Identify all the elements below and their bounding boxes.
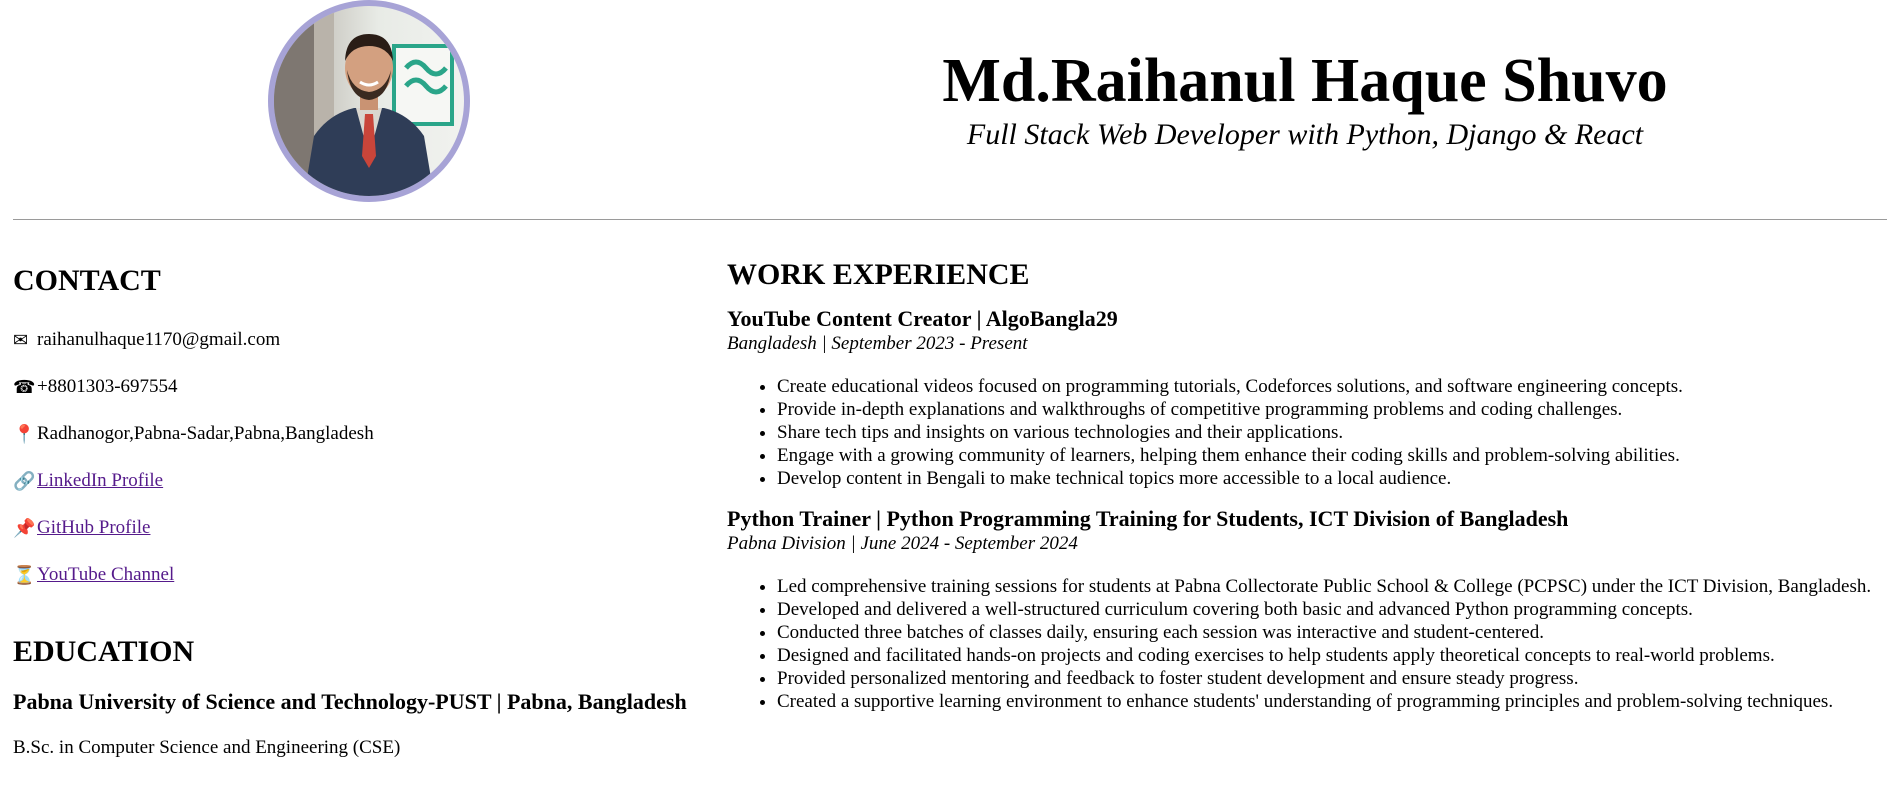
link-icon: 🔗	[13, 471, 36, 491]
contact-github	[13, 514, 713, 542]
envelope-icon: ✉	[13, 330, 29, 350]
phone-text: +8801303-697554	[37, 376, 178, 397]
list-item: • Develop content in Bengali to make technical topics more accessible to a local audience.	[777, 467, 1887, 490]
list-item: • Share tech tips and insights on various technologies and their applications.	[777, 421, 1887, 444]
profile-photo-frame	[268, 0, 470, 202]
contact-youtube	[13, 561, 713, 589]
list-item: • Created a supportive learning environment to enhance students' understanding of programming principles and problem-solving techniques.	[777, 690, 1887, 713]
job-location-dates: Bangladesh | September 2023 - Present	[727, 333, 1028, 355]
contact-list	[13, 326, 713, 589]
list-item: • Conducted three batches of classes daily, ensuring each session was interactive and student-centered.	[777, 621, 1887, 644]
job-title: Python Trainer | Python Programming Training for Students, ICT Division of Bangladesh	[727, 506, 1569, 532]
contact-email	[13, 326, 713, 354]
left-column	[13, 266, 713, 759]
email-text: raihanulhaque1170@gmail.com	[37, 329, 281, 350]
address-text: Radhanogor,Pabna-Sadar,Pabna,Bangladesh	[37, 423, 374, 444]
pushpin-icon: 📌	[13, 518, 36, 538]
list-item: • Provide in-depth explanations and walkthroughs of competitive programming problems and coding challenges.	[777, 398, 1887, 421]
job-entry	[727, 307, 1887, 490]
list-item: • Provided personalized mentoring and feedback to foster student development and ensure steady progress.	[777, 667, 1887, 690]
location-pin-icon: 📍	[13, 424, 36, 444]
work-experience-heading: WORK EXPERIENCE	[727, 258, 1030, 291]
job-location-dates: Pabna Division | June 2024 - September 2024	[727, 533, 1078, 555]
contact-phone	[13, 373, 713, 401]
phone-icon: ☎	[13, 377, 36, 397]
profile-photo	[274, 6, 464, 196]
linkedin-link[interactable]: LinkedIn Profile	[37, 470, 164, 491]
job-responsibilities	[727, 575, 1887, 713]
github-link[interactable]: GitHub Profile	[37, 517, 151, 538]
hourglass-icon: ⏳	[13, 565, 36, 585]
job-title: YouTube Content Creator | AlgoBangla29	[727, 306, 1118, 331]
contact-linkedin	[13, 467, 713, 495]
job-responsibilities	[727, 375, 1887, 490]
contact-address	[13, 420, 713, 448]
list-item: • Designed and facilitated hands-on projects and coding exercises to help students apply theoretical concepts to real-world problems.	[777, 644, 1887, 667]
job-title-subtitle: Full Stack Web Developer with Python, Django & React	[966, 118, 1644, 151]
list-item: • Create educational videos focused on programming tutorials, Codeforces solutions, and software engineering concepts.	[777, 375, 1887, 398]
full-name: Md.Raihanul Haque Shuvo	[942, 47, 1668, 115]
education-degree: B.Sc. in Computer Science and Engineering (CSE)	[13, 737, 401, 758]
list-item: • Engage with a growing community of learners, helping them enhance their coding skills and problem-solving abilities.	[777, 444, 1887, 467]
resume-header	[0, 0, 1897, 221]
header-divider	[13, 219, 1887, 220]
right-column	[727, 260, 1887, 713]
youtube-link[interactable]: YouTube Channel	[37, 564, 175, 585]
list-item: • Developed and delivered a well-structured curriculum covering both basic and advanced Python programming concepts.	[777, 598, 1887, 621]
job-entry	[727, 507, 1887, 713]
contact-heading: CONTACT	[13, 264, 161, 297]
education-school: Pabna University of Science and Technology-PUST | Pabna, Bangladesh	[13, 689, 687, 714]
education-heading: EDUCATION	[13, 635, 195, 668]
list-item: • Led comprehensive training sessions for students at Pabna Collectorate Public School & College (PCPSC) under the ICT Division, Bangladesh.	[777, 575, 1887, 598]
